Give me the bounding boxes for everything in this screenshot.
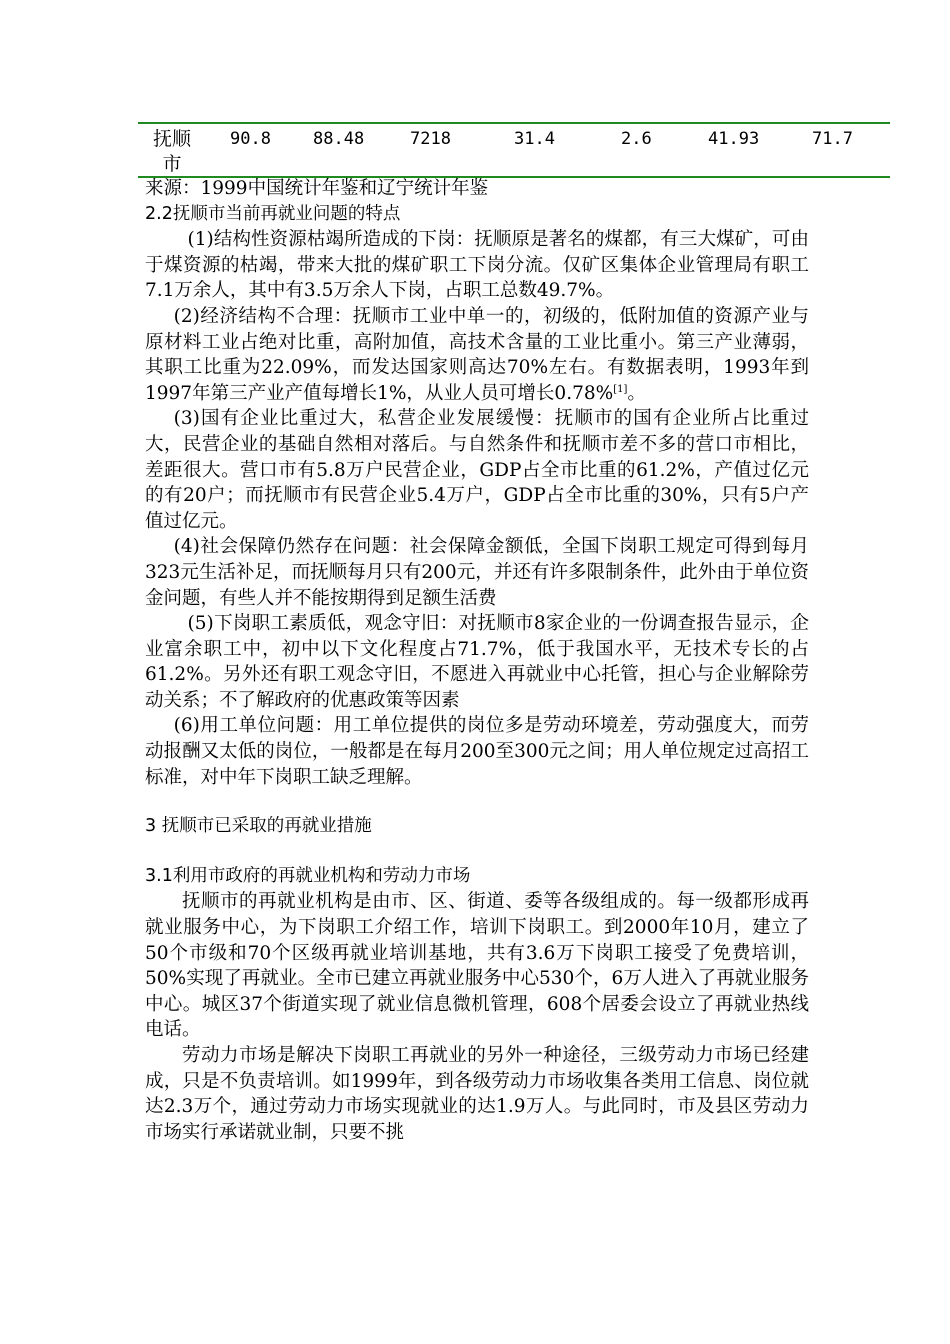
paragraph-point-6: (6)用工单位问题：用工单位提供的岗位多是劳动环境差，劳动强度大，而劳动报酬又太低的岗位，一般都是在每月200至300元之间；用人单位规定过高招工标准，对中年下岗职工缺乏理解。	[145, 715, 809, 788]
table-source-note: 来源：1999中国统计年鉴和辽宁统计年鉴	[145, 178, 489, 199]
table-cell: 41.93	[708, 129, 760, 149]
table-cell: 2.6	[621, 129, 652, 149]
table-cell: 71.7	[812, 129, 853, 149]
paragraph-labor-market: 劳动力市场是解决下岗职工再就业的另外一种途径，三级劳动力市场已经建成，只是不负责培训。如1999年，到各级劳动力市场收集各类用工信息、岗位就达2.3万个，通过劳动力市场实现就业的达1.9万人。与此同时，市及县区劳动力市场实行承诺就业制，只要不挑	[145, 1045, 809, 1143]
paragraph-point-4: (4)社会保障仍然存在问题：社会保障金额低，全国下岗职工规定可得到每月323元生活补足，而抚顺每月只有200元，并还有许多限制条件，此外由于单位资金问题，有些人并不能按期得到足额生活费	[145, 536, 809, 609]
section-2-2-heading: 2.2抚顺市当前再就业问题的特点	[145, 203, 401, 224]
paragraph-point-2-text: (2)经济结构不合理：抚顺市工业中单一的，初级的，低附加值的资源产业与原材料工业占绝对比重，高附加值，高技术含量的工业比重小。第三产业薄弱，其职工比重为22.09%，而发达国家则高达70%左右。有数据表明，1993年到1997年第三产业产值每增长1%，从业人员可增长0.78%	[145, 305, 809, 404]
paragraph-reemployment-agencies: 抚顺市的再就业机构是由市、区、街道、委等各级组成的。每一级都形成再就业服务中心，为下岗职工介绍工作，培训下岗职工。到2000年10月，建立了50个市级和70个区级再就业培训基地，共有3.6万下岗职工接受了免费培训，50%实现了再就业。全市已建立再就业服务中心530个，6万人进入了再就业服务中心。城区37个街道实现了就业信息微机管理，608个居委会设立了再就业热线电话。	[145, 891, 809, 1041]
paragraph-point-2	[145, 304, 809, 406]
table-row	[138, 124, 890, 174]
body-text	[145, 176, 809, 1145]
footnote-ref: [1]	[613, 383, 628, 395]
table-cell: 88.48	[313, 129, 365, 149]
paragraph-point-1: (1)结构性资源枯竭所造成的下岗：抚顺原是著名的煤都，有三大煤矿，可由于煤资源的枯竭，带来大批的煤矿职工下岗分流。仅矿区集体企业管理局有职工7.1万余人，其中有3.5万余人下岗，占职工总数49.7%。	[145, 229, 809, 302]
table-cell: 7218	[410, 129, 451, 149]
paragraph-point-5: (5)下岗职工素质低，观念守旧：对抚顺市8家企业的一份调查报告显示，企业富余职工中，初中以下文化程度占71.7%，低于我国水平，无技术专长的占61.2%。另外还有职工观念守旧，不愿进入再就业中心托管，担心与企业解除劳动关系；不了解政府的优惠政策等因素	[145, 613, 809, 711]
table-cell: 31.4	[514, 129, 555, 149]
paragraph-point-2-end: 。	[627, 382, 646, 404]
table-cell-city: 抚顺市	[152, 128, 191, 175]
statistics-table-fragment	[138, 122, 890, 178]
section-3-1-heading: 3.1利用市政府的再就业机构和劳动力市场	[145, 865, 471, 886]
table-cell: 90.8	[230, 129, 271, 149]
paragraph-point-3: (3)国有企业比重过大，私营企业发展缓慢：抚顺市的国有企业所占比重过大，民营企业的基础自然相对落后。与自然条件和抚顺市差不多的营口市相比，差距很大。营口市有5.8万户民营企业，GDP占全市比重的61.2%，产值过亿元的有20户；而抚顺市有民营企业5.4万户，GDP占全市比重的30%，只有5户产值过亿元。	[145, 408, 809, 532]
section-3-heading: 3 抚顺市已采取的再就业措施	[145, 816, 372, 837]
